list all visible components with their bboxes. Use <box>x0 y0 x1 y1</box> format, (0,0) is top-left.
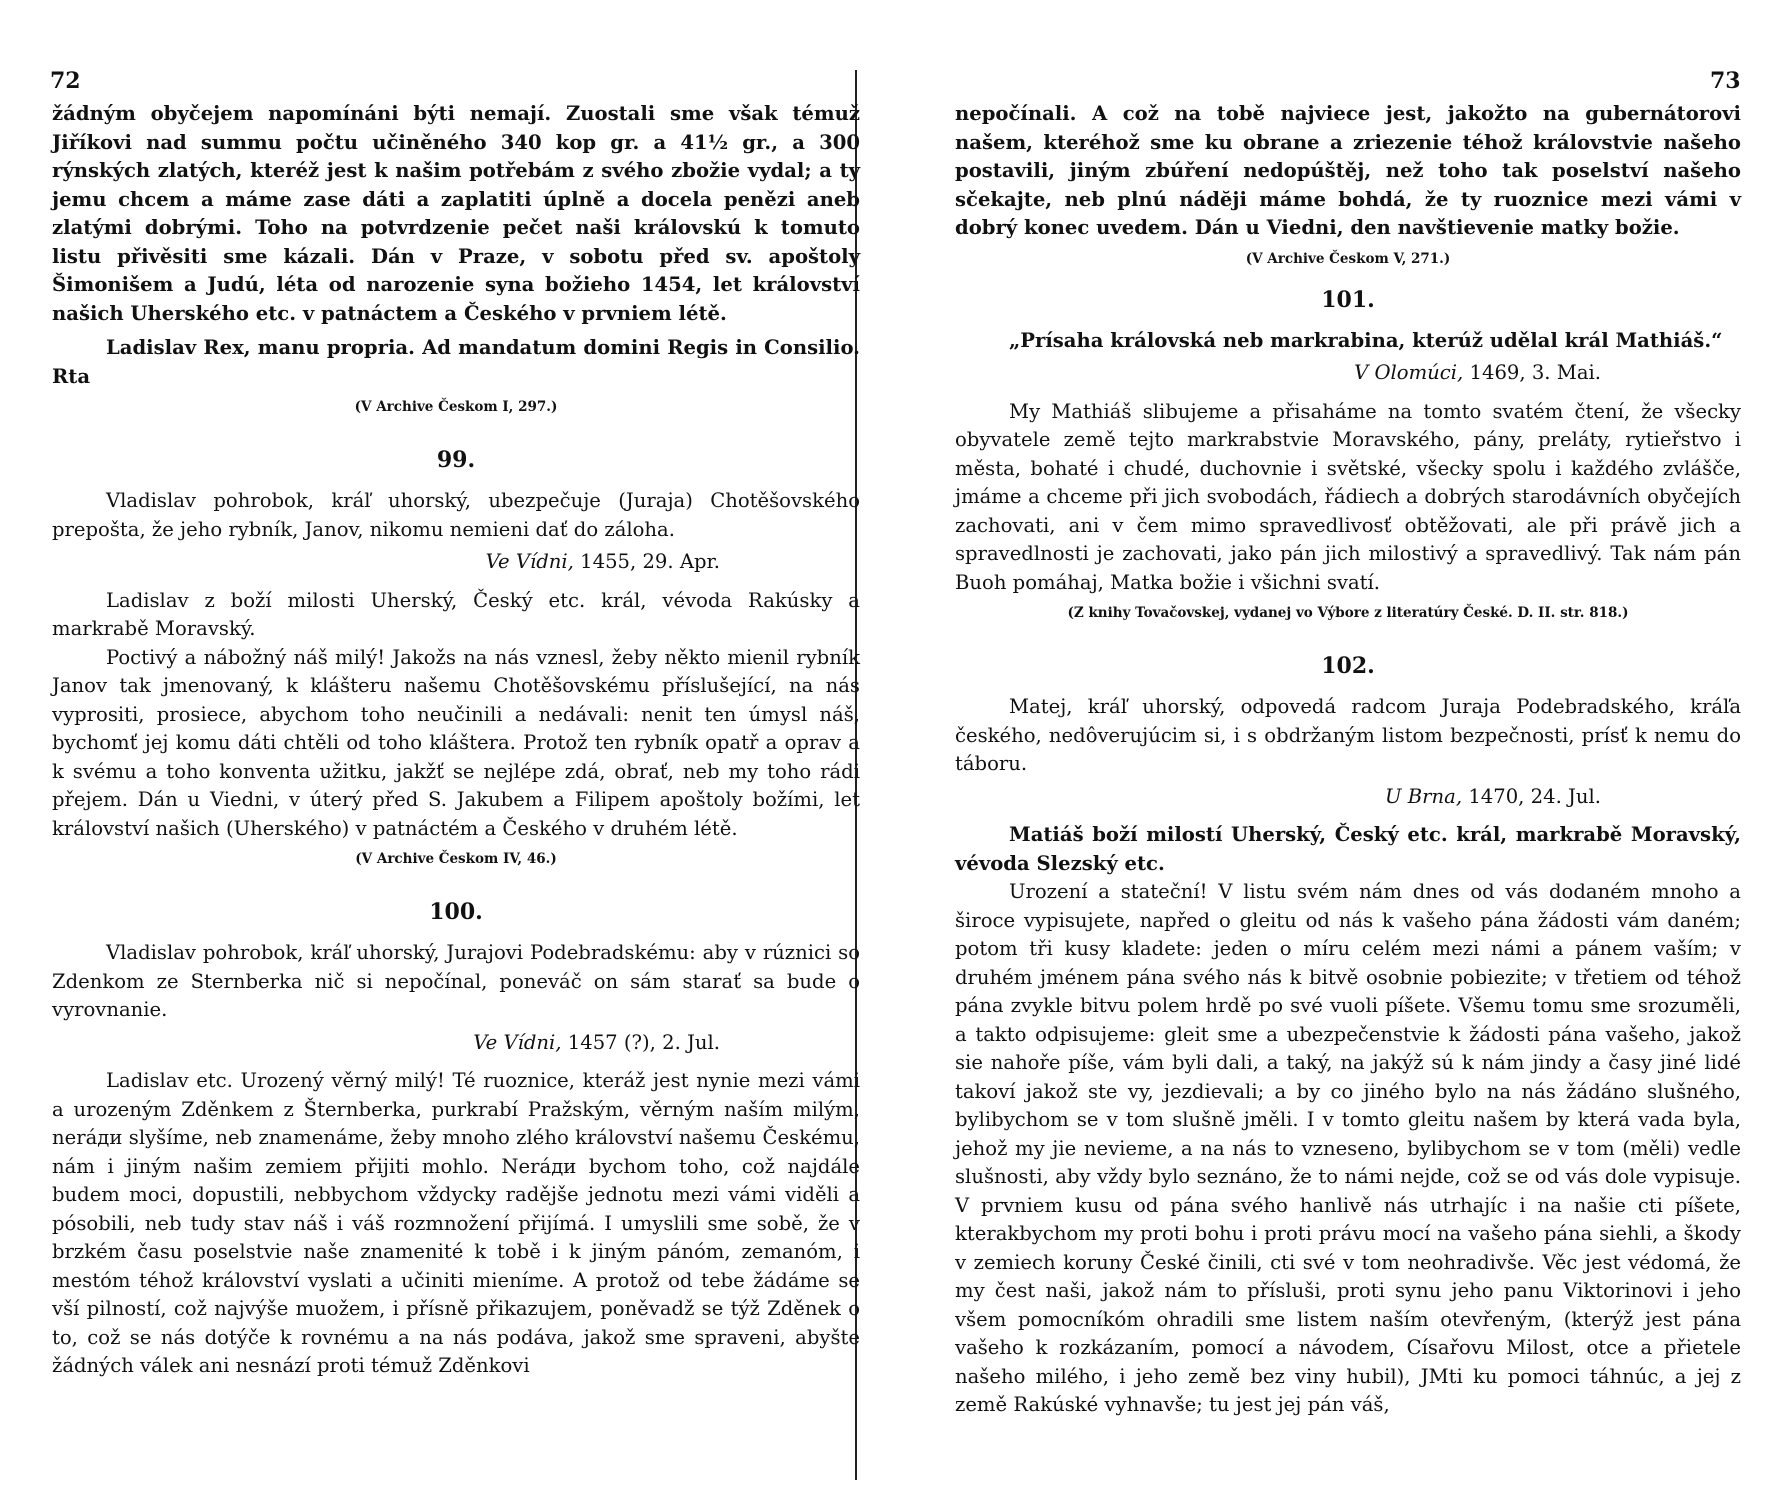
dateline-date: 1457 (?), 2. Jul. <box>567 1030 720 1054</box>
signature-line: Ladislav Rex, manu propria. Ad mandatum domini Regis in Consilio. Rta <box>52 336 860 388</box>
source-citation: (V Archive Českom V, 271.) <box>1245 250 1451 267</box>
right-page <box>955 100 1741 1420</box>
document-summary: Vladislav pohrobok, kráľ uhorský, Jurajovi Podebradskému: aby v rúznici so Zdenkom ze Sternberka nič si nepočínal, poneváč on sám starať sa bude o vyrovnanie. <box>52 941 860 1021</box>
document-summary: Vladislav pohrobok, kráľ uhorský, ubezpečuje (Juraja) Chotěšovského prepošta, že jeho rybník, Janov, nikomu nemieni dať do záloha. <box>52 489 860 541</box>
document-body: Urození a stateční! V listu svém nám dnes od vás dodaném mnoho a široce vypisujete, napřed o gleitu od nás k vašeho pána žádosti vám daném; potom tři kusy kladete: jeden o míru celém mezi námi a pánem vaším; v druhém jménem pána svého nás k bitvě osobnie pobiezite; v třetiem od téhož pána zvykle bitvu polem hrdě po své vuoli píšete. Všemu tomu sme srozuměli, a takto odpisujeme: gleit sme a ubezpečenstvie k žádosti pána vašeho, jakož sie nahoře píše, vám byli dali, a taký, na jakýž sú k nám jindy a časy jiné lidé takoví jakož ste vy, jezdievali; a by co jiného bylo na nás žádáno slušného, bylibychom se v tom slušně jměli. I v tomto gleitu našem by která vada byla, jehož my jie nevieme, a na nás to vzneseno, bylibychom se v tom (měli) vedle slušnosti, aby vždy bylo seznáno, že to námi nejde, což se od vás dole vypisuje. V prvniem kusu od pána svého hanlivě nás utrhajíc i na našie cti píšete, kterakbychom my proti bohu i proti právu mocí na vašeho pána siehli, a škody v zemiech koruny České činili, cti své v tom neohradivše. Věc jest védomá, že my čest naši, jakož nám to přísluši, proti synu jeho panu Viktorinovi i jeho všem pomocníkóm ohradili sme listem naším otevřeným, (kterýž jest pána vašeho k rozkázaním, pomocí a návodem, Císařovu Milost, otce a přietele našeho milého, i jeho země bez viny hubil), JMti ku pomoci táhnúc, a jej z země Rakúské vyhnavše; tu jest jej pán váš, <box>955 880 1741 1416</box>
document-body: My Mathiáš slibujeme a přisaháme na tomto svatém čtení, že všecky obyvatele země tejto markrabstvie Moravského, pány, preláty, rytieřstvo i města, bohaté i chudé, duchovnie i světské, všecky spolu i každého zvlášče, jmáme a chceme při jich svobodách, řádiech a dobrých starodávních obyčejích zachovati, ani v čem mimo spravedlivosť obtěžovati, ale při právě jich a spravedlnosti je zachovati, jako pán jich milostivý a spravedlivý. Tak nám pán Buoh pomáhaj, Matka božie i všichni svatí. <box>955 399 1741 594</box>
source-citation: (Z knihy Tovačovskej, vydanej vo Výbore z literatúry České. D. II. str. 818.) <box>1067 605 1629 621</box>
dateline-date: 1469, 3. Mai. <box>1469 361 1601 384</box>
document-number: 99. <box>436 447 476 473</box>
dateline <box>955 783 1741 812</box>
dateline-place: V Olomúci, <box>1354 361 1464 384</box>
dateline <box>52 1029 860 1058</box>
dateline-date: 1455, 29. Apr. <box>580 550 720 573</box>
document-body: Ladislav etc. Urozený věrný milý! Té ruoznice, kteráž jest nynie mezi vámi a urozeným Zděnkem z Šternberka, purkrabí Pražským, věrným naším milým, neráди slyšíme, neb znamenáme, žeby mnoho zlého království našemu Českému, nám i jiným našim zemiem přijiti mohlo. Neráди bychom toho, což najdále budem moci, dopustili, nebbychom vždycky radějše jednotu mezi vámi viděli a pósobili, neb tudy stav náš i váš rozmnožení přijímá. I umyslili sme sobě, že v brzkém času poselstvie naše znamenité k tobě i k jiným pánóm, zemanóm, i mestóm téhož království vyslati a učiniti mieníme. A protož od tebe žádáme se vší pilností, což najvýše muožem, i přísně přikazujem, poněvadž se týž Zděnek o to, což se nás dotýče k rovnému a na nás podáva, jakož sme spraveni, abyšte žádných válek ani nesnází proti témuž Zděnkovi <box>52 1069 860 1377</box>
dateline-place: Ve Vídni, <box>473 1030 562 1054</box>
document-body: Poctivý a nábožný náš milý! Jakožs na nás vznesl, žeby někto mienil rybník Janov tak jmenovaný, k klášteru našemu Chotěšovskému příslušející, na nás vyprositi, prosiece, abychom toho neučinili a nedávali: nenit ten úmysl náš, bychomť jej komu dáti chtěli od toho kláštera. Protož ten rybník opatř a oprav a k svému a toho konventa užitku, jakžť se nejlépe zdá, obrať, neb my toho rádi přejem. Dán u Viedni, v úterý před S. Jakubem a Filipem apoštoly božími, let království našich (Uherského) v patnáctém a Českého v druhém létě. <box>52 645 860 840</box>
left-page <box>52 100 860 1381</box>
document-number: 100. <box>429 899 483 925</box>
page-number-left: 72 <box>50 68 81 94</box>
document-number: 102. <box>1321 653 1375 679</box>
continuation-text: žádným obyčejem napomínáni býti nemají. Zuostali sme však témuž Jiříkovi nad summu počtu učiněného 340 kop gr. a 41½ gr., a 300 rýnských zlatých, kteréž jest k našim potřebám z svého zbožie vydal; a ty jemu chcem a máme zase dáti a zaplatiti úplně a docela penězi aneb zlatými dobrými. Toho na potvrdzenie pečet naši královskú k tomuto listu přivěsiti sme kázali. Dán v Praze, v sobotu před sv. apoštoly Šimonišem a Judú, léta od narozenie syna božieho 1454, let království našich Uherského etc. v patnáctem a Českého v prvniem létě. <box>52 102 860 325</box>
document-number: 101. <box>1321 286 1375 313</box>
document-title: „Prísaha královská neb markrabina, kterúž udělal král Mathiáš.“ <box>1009 328 1723 352</box>
dateline-place: Ve Vídni, <box>485 550 574 573</box>
dateline <box>955 359 1741 388</box>
dateline-date: 1470, 24. Jul. <box>1468 784 1601 808</box>
source-citation: (V Archive Českom IV, 46.) <box>355 851 557 867</box>
dateline-place: U Brna, <box>1385 784 1463 808</box>
salutation: Ladislav z boží milosti Uherský, Český etc. král, vévoda Rakúsky a markrabě Moravský. <box>52 588 860 640</box>
dateline <box>52 548 860 577</box>
document-summary: Matej, kráľ uhorský, odpovedá radcom Juraja Podebradského, kráľa českého, nedôverujúcim si, i s obdržaným listom bezpečnosti, prísť k nemu do táboru. <box>955 695 1741 775</box>
page-number-right: 73 <box>1710 68 1741 94</box>
salutation: Matiáš boží milostí Uherský, Český etc. král, markrabě Moravský, vévoda Slezský etc. <box>955 823 1741 875</box>
source-citation: (V Archive Českom I, 297.) <box>354 399 558 415</box>
continuation-text: nepočínali. A což na tobě najviece jest, jakožto na gubernátorovi našem, kteréhož sme ku obrane a zriezenie téhož královstvie našeho postavili, jiným zbúření nedopúštěj, než toho tak poselství našeho sčekajte, neb plnú nádĕji máme bohdá, že ty ruoznice mezi vámi v dobrý konec uvedem. Dán u Viedni, den navštievenie matky božie. <box>955 102 1741 239</box>
